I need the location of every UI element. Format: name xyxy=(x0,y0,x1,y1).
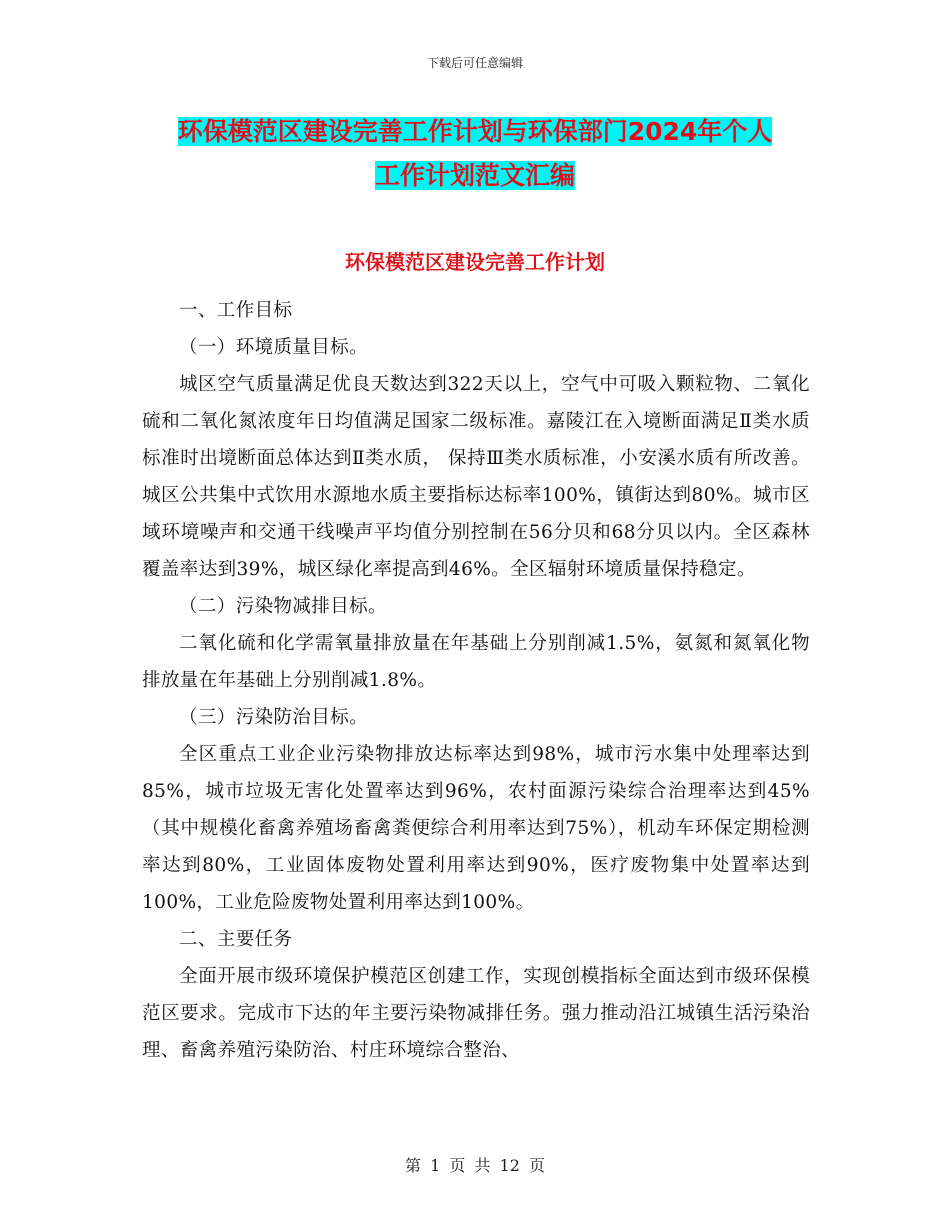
document-title xyxy=(140,110,810,198)
header-note: 下载后可任意编辑 xyxy=(426,56,523,70)
heading-emission-reduction: （二）污染物减排目标。 xyxy=(179,596,387,617)
heading-work-goals: 一、工作目标 xyxy=(179,300,293,321)
page-number: 第 1 页 共 12 页 xyxy=(405,1156,545,1175)
document-title-line-1: 环保模范区建设完善工作计划与环保部门2024年个人 xyxy=(177,117,773,146)
paragraph-pollution-control: 全区重点工业企业污染物排放达标率达到98%，城市污水集中处理率达到85%，城市垃圾无害化处置率达到96%，农村面源污染综合治理率达到45%（其中规模化畜禽养殖场畜禽粪便综合利用率达到75%），机动车环保定期检测率达到80%，工业固体废物处置利用率达到90%，医疗废物集中处置率达到100%，工业危险废物处置利用率达到100%。 xyxy=(142,744,810,913)
paragraph-environment-quality: 城区空气质量满足优良天数达到322天以上，空气中可吸入颗粒物、二氧化硫和二氧化氮浓度年日均值满足国家二级标准。嘉陵江在入境断面满足Ⅱ类水质标准时出境断面总体达到Ⅱ类水质， 保持Ⅲ类水质标准，小安溪水质有所改善。城区公共集中式饮用水源地水质主要指标达标率100%，镇街达到80%。城市区域环境噪声和交通干线噪声平均值分别控制在56分贝和68分贝以内。全区森林覆盖率达到39%，城区绿化率提高到46%。全区辐射环境质量保持稳定。 xyxy=(142,374,810,580)
paragraph-main-tasks: 全面开展市级环境保护模范区创建工作，实现创模指标全面达到市级环保模范区要求。完成市下达的年主要污染物减排任务。强力推动沿江城镇生活污染治理、畜禽养殖污染防治、村庄环境综合整治、 xyxy=(142,966,810,1061)
paragraph-emission-reduction: 二氧化硫和化学需氧量排放量在年基础上分别削减1.5%，氨氮和氮氧化物排放量在年基础上分别削减1.8%。 xyxy=(142,633,810,691)
document-body xyxy=(142,292,810,1069)
document-title-line-2: 工作计划范文汇编 xyxy=(374,161,575,190)
heading-main-tasks: 二、主要任务 xyxy=(179,929,293,950)
heading-pollution-control: （三）污染防治目标。 xyxy=(179,707,369,728)
section-title: 环保模范区建设完善工作计划 xyxy=(345,250,605,274)
heading-environment-quality: （一）环境质量目标。 xyxy=(179,337,369,358)
